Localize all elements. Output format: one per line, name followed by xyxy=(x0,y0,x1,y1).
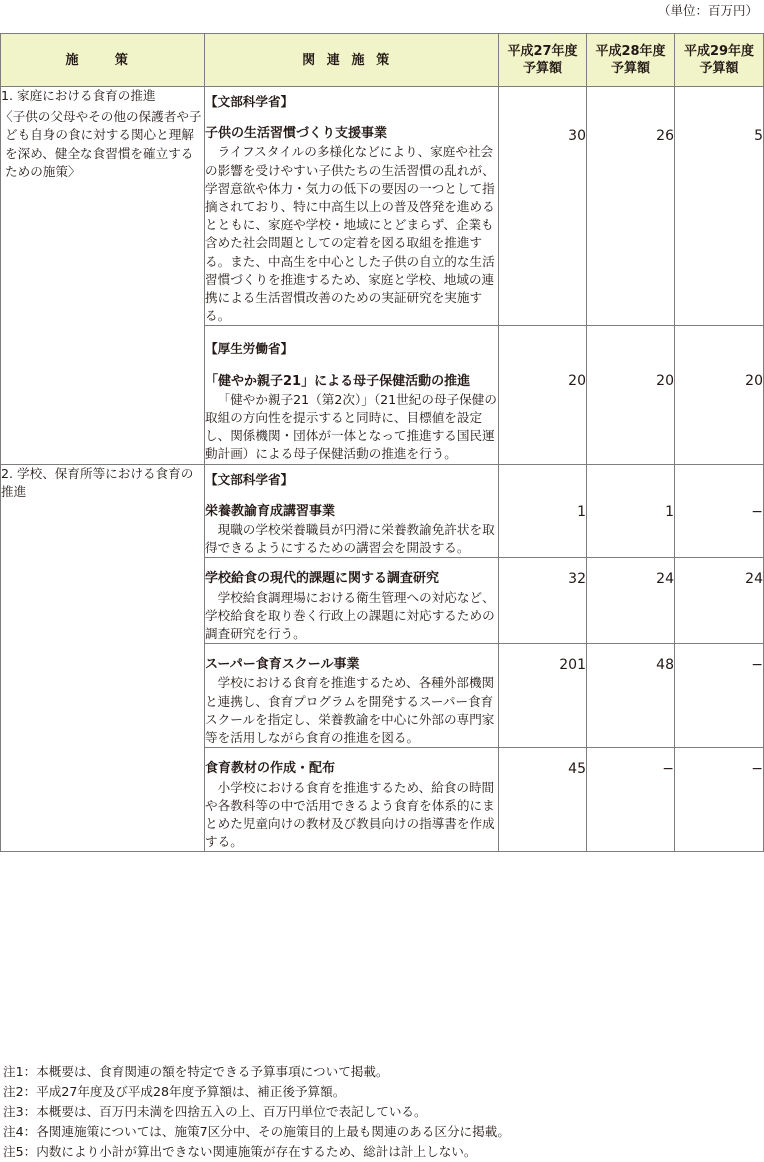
budget-fy29: − xyxy=(675,644,764,748)
header-fy28: 平成28年度 予算額 xyxy=(587,34,675,87)
budget-fy28: 1 xyxy=(587,464,675,558)
budget-fy29: − xyxy=(675,748,764,852)
footnote: 注1：本概要は、食育関連の額を特定できる予算事項について掲載。 xyxy=(3,1064,389,1079)
budget-fy28: 24 xyxy=(587,558,675,644)
unit-label: （単位：百万円） xyxy=(657,3,758,18)
project-title: 子供の生活習慣づくり支援事業 xyxy=(205,126,388,142)
budget-fy27: 201 xyxy=(499,644,587,748)
related-cell xyxy=(205,326,499,464)
ministry-label: 【文部科学省】 xyxy=(205,94,294,109)
project-title: 「健やか親子21」による母子保健活動の推進 xyxy=(205,373,471,389)
budget-fy29: 24 xyxy=(675,558,764,644)
related-cell xyxy=(205,558,499,644)
budget-fy27: 20 xyxy=(499,326,587,464)
header-fy29: 平成29年度 予算額 xyxy=(675,34,764,87)
header-measure: 施 策 xyxy=(1,34,205,87)
footnote: 注2：平成27年度及び平成28年度予算額は、補正後予算額。 xyxy=(3,1084,346,1099)
ministry-label: 【厚生労働省】 xyxy=(205,341,294,357)
measure-cell xyxy=(1,87,205,465)
related-cell xyxy=(205,644,499,748)
table-row xyxy=(1,87,764,326)
related-cell xyxy=(205,748,499,852)
project-description: 「健やか親子21（第2次）」（21世紀の母子保健の取組の方向性を提示すると同時に、目標値を設定し、関係機関・団体が一体となって推進する国民運動計画）による母子保健活動の推進を行う。 xyxy=(205,391,497,462)
footnote: 注5：内数により小計が算出できない関連施策が存在するため、総計は計上しない。 xyxy=(3,1144,477,1159)
project-title: 食育教材の作成・配布 xyxy=(205,761,336,777)
project-description: 学校における食育を推進するため、各種外部機関と連携し、食育プログラムを開発するスーパー食育スクールを指定し、栄養教諭を中心に外部の専門家等を活用しながら食育の推進を図る。 xyxy=(205,675,495,746)
project-description: 学校給食調理場における衛生管理への対応など、学校給食を取り巻く行政上の課題に対応するための調査研究を行う。 xyxy=(205,589,495,642)
footnote: 注4：各関連施策については、施策7区分中、その施策目的上最も関連のある区分に掲載。 xyxy=(3,1124,510,1139)
header-related: 関連施策 xyxy=(205,34,499,87)
related-cell xyxy=(205,464,499,558)
budget-fy29: − xyxy=(675,464,764,558)
measure-subtitle: 〈子供の父母やその他の保護者や子ども自身の食に対する関心と理解を深め、健全な食習慣を確立するための施策〉 xyxy=(0,109,202,179)
table-row xyxy=(1,464,764,558)
related-cell xyxy=(205,87,499,326)
project-title: 学校給食の現代的課題に関する調査研究 xyxy=(205,571,440,587)
measure-title: 1. 家庭における食育の推進 xyxy=(1,88,156,103)
project-description: 現職の学校栄養職員が円滑に栄養教諭免許状を取得できるようにするための講習会を開設する。 xyxy=(205,522,495,556)
project-title: 栄養教諭育成講習事業 xyxy=(205,503,336,519)
header-fy27: 平成27年度 予算額 xyxy=(499,34,587,87)
table-header-row xyxy=(1,34,764,87)
budget-fy28: − xyxy=(587,748,675,852)
budget-fy27: 1 xyxy=(499,464,587,558)
budget-table xyxy=(0,33,764,852)
footnote: 注3：本概要は、百万円未満を四捨五入の上、百万円単位で表記している。 xyxy=(3,1104,427,1119)
budget-fy27: 45 xyxy=(499,748,587,852)
footnotes xyxy=(3,1062,510,1162)
project-title: スーパー食育スクール事業 xyxy=(205,657,360,673)
budget-fy29: 5 xyxy=(675,87,764,326)
budget-fy27: 32 xyxy=(499,558,587,644)
budget-fy27: 30 xyxy=(499,87,587,326)
project-description: ライフスタイルの多様化などにより、家庭や社会の影響を受けやすい子供たちの生活習慣の乱れが、学習意欲や体力・気力の低下の要因の一つとして指摘されており、特に中高生以上の普及啓発を進めるとともに、家庭や学校・地域にとどまらず、企業も含めた社会問題としての定着を図る取組を推進する。また、中高生を中心とした子供の自立的な生活習慣づくりを推進するため、家庭と学校、地域の連携による生活習慣改善のための実証研究を実施する。 xyxy=(205,144,495,324)
measure-title: 2. 学校、保育所等における食育の推進 xyxy=(1,465,194,499)
measure-cell xyxy=(1,464,205,852)
budget-fy29: 20 xyxy=(675,326,764,464)
project-description: 小学校における食育を推進するため、給食の時間や各教科等の中で活用できるよう食育を体系的にまとめた児童向けの教材及び教員向けの指導書を作成する。 xyxy=(205,779,495,850)
ministry-label: 【文部科学省】 xyxy=(205,471,294,487)
budget-fy28: 26 xyxy=(587,87,675,326)
budget-fy28: 20 xyxy=(587,326,675,464)
budget-fy28: 48 xyxy=(587,644,675,748)
